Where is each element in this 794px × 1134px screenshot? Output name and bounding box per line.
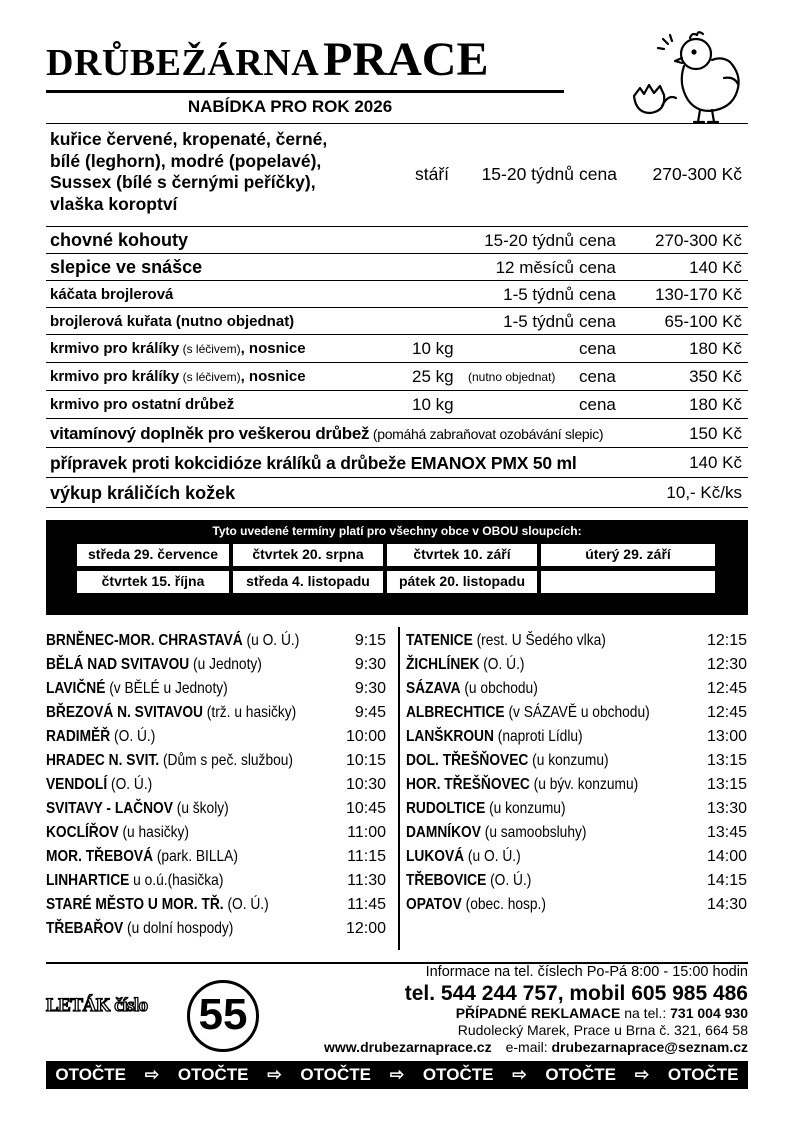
stop-time: 13:15 (706, 776, 747, 793)
stop-name (406, 629, 606, 653)
title-underline (46, 90, 564, 93)
stop-detail: (rest. U Šedého vlka) (472, 632, 606, 649)
stop-time: 10:45 (345, 800, 386, 817)
stop-detail: (u hasičky) (118, 824, 189, 841)
price-label: cena (579, 285, 616, 304)
stop-place: KOCLÍŘOV (46, 824, 119, 841)
stop-name (46, 701, 296, 725)
stop-time: 12:45 (706, 680, 747, 697)
item-age: 15-20 týdnů (484, 231, 574, 250)
feed-row (46, 335, 748, 363)
stop-time: 10:00 (345, 728, 386, 745)
feed-qty: 10 kg (412, 395, 454, 414)
feed-name: krmivo pro králíky (s léčivem), nosnice (50, 368, 306, 385)
route-stop (46, 869, 386, 893)
stop-place: SVITAVY - LAČNOV (46, 800, 173, 817)
website-link[interactable]: www.drubezarnaprace.cz (324, 1039, 492, 1055)
stop-place: DOL. TŘEŠŇOVEC (406, 752, 529, 769)
route-stop (46, 773, 386, 797)
title-part-2: PRACE (323, 33, 489, 86)
stop-time: 9:15 (354, 632, 386, 649)
stop-time: 11:15 (347, 848, 386, 865)
feed-name: krmivo pro králíky (s léčivem), nosnice (50, 340, 306, 357)
price-label: cena (579, 395, 616, 414)
emanox-price: 140 Kč (689, 453, 742, 472)
stop-place: TŘEBOVICE (406, 872, 487, 889)
route-stop (406, 701, 747, 725)
stop-place: LANŠKROUN (406, 728, 494, 745)
route-stop (46, 845, 386, 869)
date-cell (540, 570, 716, 594)
stop-time: 14:30 (706, 896, 747, 913)
date-cell: čtvrtek 10. září (386, 543, 538, 567)
arrow-right-icon: ⇨ (512, 1065, 527, 1084)
age-label: stáří (415, 164, 450, 184)
stop-name (46, 773, 152, 797)
turn-over-label: OTOČTE (545, 1065, 616, 1084)
date-cell: středa 29. července (76, 543, 230, 567)
stop-name (46, 845, 238, 869)
skins-name: výkup králičích kožek (50, 483, 236, 503)
stop-name (406, 677, 538, 701)
route-stop (46, 893, 386, 917)
item-name: chovné kohouty (50, 230, 189, 250)
stop-detail: (u školy) (172, 800, 229, 817)
dates-heading: Tyto uvedené termíny platí pro všechny obce v OBOU sloupcích: (212, 524, 582, 538)
route-stop (406, 725, 747, 749)
offer-row (46, 308, 748, 335)
stop-place: LAVIČNÉ (46, 680, 106, 697)
leaflet-label: LETÁK číslo (46, 995, 148, 1016)
stop-time: 12:15 (706, 632, 747, 649)
arrow-right-icon: ⇨ (389, 1065, 405, 1084)
item-price: 130-170 Kč (655, 285, 742, 304)
stop-detail: (park. BILLA) (153, 848, 238, 865)
price-label: cena (579, 367, 616, 386)
route-stop (406, 893, 747, 917)
stop-name (46, 917, 233, 941)
stop-name (406, 845, 521, 869)
feed-price: 180 Kč (689, 339, 742, 358)
route-stop (46, 797, 386, 821)
stop-name (46, 725, 155, 749)
date-cell: pátek 20. listopadu (386, 570, 538, 594)
stop-time: 12:30 (706, 656, 747, 673)
route-stop (406, 677, 747, 701)
stop-detail: (O. Ú.) (107, 776, 153, 793)
stop-name (46, 629, 299, 653)
stop-time: 13:30 (706, 800, 747, 817)
leaflet-number: 55 (187, 980, 259, 1052)
route-stop (46, 821, 386, 845)
route-stop (406, 821, 747, 845)
turn-over-label: OTOČTE (55, 1065, 126, 1084)
stop-name (46, 797, 229, 821)
date-cell: čtvrtek 20. srpna (232, 543, 384, 567)
stop-detail: (v SÁZAVĚ u obchodu) (504, 704, 650, 721)
feed-qty: 10 kg (412, 339, 454, 358)
stop-time: 9:45 (354, 704, 386, 721)
stop-name (406, 893, 546, 917)
web-email-line: www.drubezarnaprace.cz e-mail: drubezarnaprace@seznam.cz (324, 1039, 748, 1055)
skins-price: 10,- Kč/ks (666, 483, 742, 502)
turn-over-label: OTOČTE (422, 1065, 494, 1084)
stop-detail: (O. Ú.) (223, 896, 269, 913)
feed-name: krmivo pro ostatní drůbež (50, 396, 235, 413)
stop-time: 13:00 (706, 728, 747, 745)
route-stop (406, 749, 747, 773)
stop-name (406, 821, 586, 845)
date-cell: středa 4. listopadu (232, 570, 384, 594)
stop-place: SÁZAVA (406, 680, 461, 697)
address: Rudolecký Marek, Prace u Brna č. 321, 664 58 (457, 1022, 748, 1038)
route-stop (46, 917, 386, 941)
feed-price: 180 Kč (689, 395, 742, 414)
stop-detail: (naproti Lídlu) (493, 728, 583, 745)
price-label: cena (579, 258, 616, 277)
stop-time: 12:00 (345, 920, 386, 937)
stop-place: HOR. TŘEŠŇOVEC (406, 776, 530, 793)
stop-detail: (u obchodu) (460, 680, 538, 697)
stop-place: STARÉ MĚSTO U MOR. TŘ. (46, 896, 224, 913)
stop-name (46, 869, 223, 893)
item-price: 65-100 Kč (664, 312, 742, 331)
stop-name (406, 869, 531, 893)
stop-place: ALBRECHTICE (406, 704, 505, 721)
item-price: 270-300 Kč (655, 231, 742, 250)
hens-price: 270-300 Kč (652, 164, 742, 184)
stop-place: BĚLÁ NAD SVITAVOU (46, 656, 190, 673)
stop-name (406, 749, 609, 773)
turn-over-label: OTOČTE (667, 1065, 739, 1084)
offer-row (46, 254, 748, 281)
offer-row (46, 281, 748, 308)
routes-divider (398, 627, 400, 950)
stop-place: LUKOVÁ (406, 848, 465, 865)
stop-detail: (u Jednoty) (189, 656, 262, 673)
page-title (46, 33, 489, 86)
stop-detail: (u O. Ú.) (242, 632, 300, 649)
turn-over-bar (46, 1061, 748, 1089)
item-name: slepice ve snášce (50, 257, 203, 277)
emanox-name: přípravek proti kokcidióze králíků a drůbeže EMANOX PMX 50 ml (50, 453, 577, 473)
hens-age: 15-20 týdnů (481, 164, 574, 184)
stop-detail: (O. Ú.) (479, 656, 525, 673)
item-age: 1-5 týdnů (503, 285, 574, 304)
stop-place: LINHARTICE (46, 872, 130, 889)
stop-place: DAMNÍKOV (406, 824, 481, 841)
price-label: cena (579, 312, 616, 331)
stop-place: ŽICHLÍNEK (406, 656, 480, 673)
stop-detail: (u dolní hospody) (123, 920, 234, 937)
stop-time: 13:15 (706, 752, 747, 769)
stop-detail: u o.ú.(hasička) (129, 872, 224, 889)
stop-name (46, 749, 293, 773)
stop-detail: (v BĚLÉ u Jednoty) (105, 680, 228, 697)
phone-numbers: tel. 544 244 757, mobil 605 985 486 (404, 982, 748, 1005)
stop-name (46, 653, 262, 677)
stop-name (46, 821, 189, 845)
turn-over-label: OTOČTE (177, 1065, 249, 1084)
chick-eye (691, 49, 696, 54)
price-label: cena (579, 339, 616, 358)
stop-time: 9:30 (354, 680, 386, 697)
route-stop (46, 629, 386, 653)
feed-price: 350 Kč (689, 367, 742, 386)
claims-line: PŘÍPADNÉ REKLAMACE na tel.: 731 004 930 (455, 1005, 748, 1021)
price-label: cena (579, 164, 617, 184)
feed-row (46, 363, 748, 391)
item-age: 1-5 týdnů (503, 312, 574, 331)
route-stop (46, 653, 386, 677)
feed-qty: 25 kg (412, 367, 454, 386)
stop-place: MOR. TŘEBOVÁ (46, 848, 154, 865)
stop-place: OPATOV (406, 896, 462, 913)
stop-time: 14:00 (706, 848, 747, 865)
title-part-1: DRŮBEŽÁRNA (46, 42, 320, 84)
stop-detail: (u konzumu) (485, 800, 566, 817)
emanox-row (46, 448, 748, 478)
stop-detail: (Dům s peč. službou) (159, 752, 293, 769)
stop-name (406, 797, 566, 821)
stop-detail: (u býv. konzumu) (529, 776, 639, 793)
route-stop (46, 725, 386, 749)
stop-time: 10:15 (345, 752, 386, 769)
stop-detail: (u samoobsluhy) (480, 824, 587, 841)
arrow-right-icon: ⇨ (267, 1065, 282, 1084)
office-hours: Informace na tel. číslech Po-Pá 8:00 - 15:00 hodin (425, 964, 748, 980)
vitamin-row (46, 419, 748, 448)
offer-subtitle: NABÍDKA PRO ROK 2026 (187, 97, 393, 116)
route-stop (406, 869, 747, 893)
stop-place: HRADEC N. SVIT. (46, 752, 160, 769)
item-age: 12 měsíců (495, 258, 574, 277)
stop-place: TŘEBAŘOV (46, 920, 124, 937)
route-stop (46, 677, 386, 701)
item-name: káčata brojlerová (50, 286, 174, 303)
stop-name (46, 677, 228, 701)
date-cell: úterý 29. září (540, 543, 716, 567)
stop-detail: (O. Ú.) (110, 728, 156, 745)
route-stop (406, 797, 747, 821)
feed-note: (nutno objednat) (468, 370, 556, 384)
stop-time: 11:00 (347, 824, 386, 841)
email-link[interactable]: drubezarnaprace@seznam.cz (551, 1039, 748, 1055)
stop-name (406, 773, 638, 797)
stop-name (406, 653, 524, 677)
stop-detail: (O. Ú.) (486, 872, 532, 889)
stop-place: BŘEZOVÁ N. SVITAVOU (46, 704, 203, 721)
item-price: 140 Kč (689, 258, 742, 277)
chick-illustration (628, 30, 746, 128)
arrow-right-icon: ⇨ (634, 1065, 650, 1084)
stop-time: 14:15 (706, 872, 747, 889)
stop-name (406, 725, 583, 749)
turn-over-label: OTOČTE (300, 1065, 371, 1084)
offer-row-hens (46, 124, 748, 227)
vitamin-name: vitamínový doplněk pro veškerou drůbež (pomáhá zabraňovat ozobávání slepic) (50, 424, 604, 443)
feed-row (46, 391, 748, 419)
route-stop (406, 845, 747, 869)
route-stop (46, 749, 386, 773)
hens-name: kuřice červené, kropenaté, černé, bílé (leghorn), modré (popelavé), Sussex (bílé s černými peříčky), vlaška koroptví (50, 129, 328, 214)
stop-place: TATENICE (406, 632, 473, 649)
stop-detail: (trž. u hasičky) (202, 704, 297, 721)
stop-place: RADIMĚŘ (46, 728, 111, 745)
stop-time: 11:45 (347, 896, 386, 913)
stop-detail: (u O. Ú.) (464, 848, 521, 865)
price-label: cena (579, 231, 616, 250)
stop-place: VENDOLÍ (46, 776, 108, 793)
stop-place: BRNĚNEC-MOR. CHRASTAVÁ (46, 632, 243, 649)
stop-time: 13:45 (706, 824, 747, 841)
route-stop (406, 653, 747, 677)
item-name: brojlerová kuřata (nutno objednat) (50, 313, 295, 330)
route-stop (406, 773, 747, 797)
vitamin-price: 150 Kč (689, 424, 742, 443)
stop-name (406, 701, 650, 725)
arrow-right-icon: ⇨ (144, 1065, 160, 1084)
skins-row (46, 478, 748, 508)
date-cell: čtvrtek 15. října (76, 570, 230, 594)
stop-detail: (obec. hosp.) (461, 896, 546, 913)
stop-time: 9:30 (354, 656, 386, 673)
stop-time: 12:45 (706, 704, 747, 721)
stop-place: RUDOLTICE (406, 800, 486, 817)
stop-time: 10:30 (345, 776, 386, 793)
stop-detail: (u konzumu) (528, 752, 609, 769)
stop-time: 11:30 (347, 872, 386, 889)
route-stop (406, 629, 747, 653)
route-stop (46, 701, 386, 725)
stop-name (46, 893, 269, 917)
offer-row (46, 227, 748, 254)
